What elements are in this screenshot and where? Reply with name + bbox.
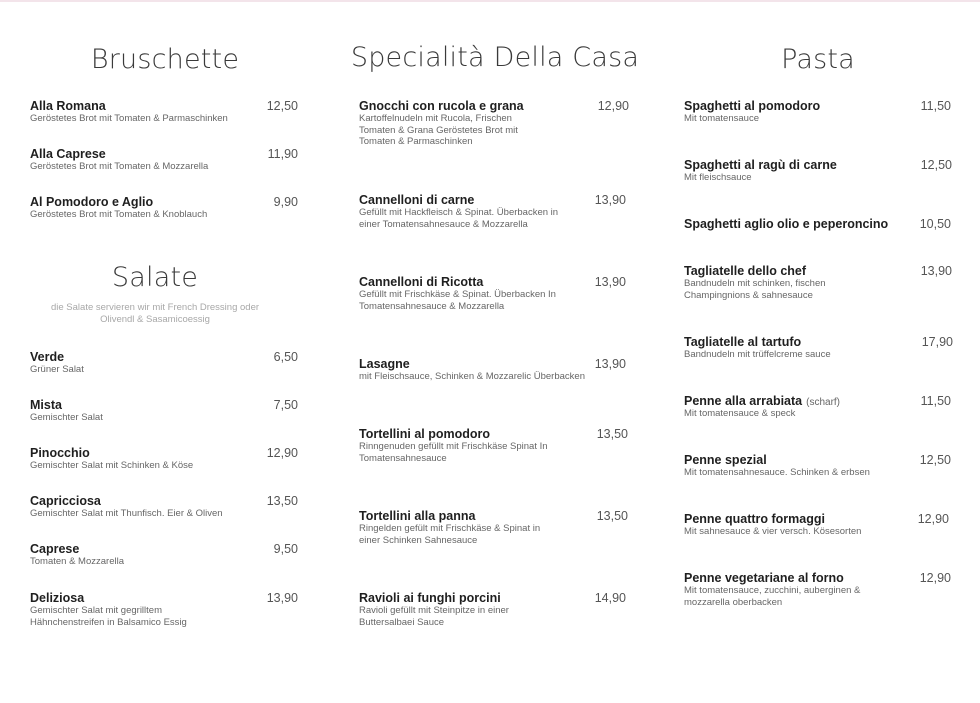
item-name: Alla Caprese [30, 147, 106, 161]
item-name: Tortellini alla panna [359, 509, 476, 523]
item-description: Ringelden gefült mit Frischkäse & Spinat in einer Schinken Sahnesauce [359, 523, 541, 546]
section-title-pasta: Pasta [781, 44, 855, 75]
item-name: Spaghetti aglio olio e peperoncino [684, 217, 889, 231]
item-name: Spaghetti al pomodoro [684, 99, 821, 113]
item-price: 12,50 [919, 453, 951, 467]
item-name: Penne spezial [684, 453, 767, 467]
item-price: 7,50 [273, 398, 298, 412]
item-price: 12,90 [266, 446, 298, 460]
item-description: Mit tomatensauce & speck [684, 408, 796, 419]
item-description: Geröstetes Brot mit Tomaten & Mozzarella [30, 161, 209, 172]
item-name: Pinocchio [30, 446, 90, 460]
item-price: 13,90 [594, 275, 626, 289]
item-price: 13,50 [266, 494, 298, 508]
item-price: 12,90 [597, 99, 629, 113]
item-name: Penne quattro formaggi [684, 512, 825, 526]
item-name: Spaghetti al ragù di carne [684, 158, 837, 172]
item-description: Bandnudeln mit schinken, fischen Champingnions & sahnesauce [684, 278, 826, 301]
item-name: Tagliatelle dello chef [684, 264, 807, 278]
item-price: 13,90 [920, 264, 952, 278]
item-description: Gemischter Salat mit Thunfisch. Eier & Oliven [30, 508, 223, 519]
item-price: 13,90 [266, 591, 298, 605]
item-description: Bandnudeln mit trüffelcreme sauce [684, 349, 831, 360]
item-description: Kartoffelnudeln mit Rucola, Frischen Tomaten & Grana Geröstetes Brot mit Tomaten & Parmaschinken [359, 113, 518, 147]
item-name: Caprese [30, 542, 80, 556]
item-description: Mit tomatensahnesauce. Schinken & erbsen [684, 467, 870, 478]
item-price: 11,50 [920, 99, 951, 113]
item-description: mit Fleischsauce, Schinken & Mozzarelic Überbacken [359, 371, 585, 382]
item-name: Mista [30, 398, 62, 412]
item-description: Mit tomatensauce [684, 113, 759, 124]
item-price: 14,90 [594, 591, 626, 605]
item-description: Tomaten & Mozzarella [30, 556, 124, 567]
item-description: Gefüllt mit Frischkäse & Spinat. Überbacken In Tomatensahnesauce & Mozzarella [359, 289, 556, 312]
item-price: 12,50 [920, 158, 952, 172]
item-price: 13,50 [596, 509, 628, 523]
item-price: 6,50 [273, 350, 298, 364]
item-price: 12,90 [919, 571, 951, 585]
section-title-specialita: Specialità Della Casa [350, 42, 640, 73]
item-price: 10,50 [919, 217, 951, 231]
item-description: Rinngenuden gefüllt mit Frischkäse Spinat In Tomatensahnesauce [359, 441, 548, 464]
item-note: (scharf) [806, 397, 841, 408]
item-name: Al Pomodoro e Aglio [30, 195, 154, 209]
item-description: Gemischter Salat [30, 412, 103, 423]
item-name: Alla Romana [30, 99, 106, 113]
salate-subtitle: die Salate servieren wir mit French Dressing oder Olivendl & Sasamicoessig [50, 302, 260, 325]
item-description: Mit tomatensauce, zucchini, auberginen & mozzarella oberbacken [684, 585, 861, 608]
item-name: Cannelloni di Ricotta [359, 275, 484, 289]
item-price: 13,50 [596, 427, 628, 441]
item-name: Penne alla arrabiata (scharf) [684, 394, 841, 408]
item-price: 13,90 [594, 193, 626, 207]
item-description: Gemischter Salat mit gegrilltem Hähnchenstreifen in Balsamico Essig [30, 605, 187, 628]
item-description: Mit fleischsauce [684, 172, 752, 183]
item-price: 17,90 [921, 335, 953, 349]
item-price: 9,90 [273, 195, 298, 209]
item-description: Gemischter Salat mit Schinken & Köse [30, 460, 194, 471]
item-price: 12,50 [266, 99, 298, 113]
item-description: Geröstetes Brot mit Tomaten & Knoblauch [30, 209, 208, 220]
item-name: Tagliatelle al tartufo [684, 335, 802, 349]
item-name: Deliziosa [30, 591, 85, 605]
item-name: Ravioli ai funghi porcini [359, 591, 501, 605]
top-border [0, 0, 980, 2]
item-name: Capricciosa [30, 494, 101, 508]
item-name: Gnocchi con rucola e grana [359, 99, 524, 113]
item-description: Grüner Salat [30, 364, 84, 375]
item-description: Geröstetes Brot mit Tomaten & Parmaschinken [30, 113, 228, 124]
section-title-bruschette: Bruschette [90, 44, 240, 75]
item-price: 12,90 [917, 512, 949, 526]
item-description: Gefüllt mit Hackfleisch & Spinat. Überbacken in einer Tomatensahnesauce & Mozzarella [359, 207, 559, 230]
item-description: Mit sahnesauce & vier versch. Kösesorten [684, 526, 862, 537]
item-price: 13,90 [594, 357, 626, 371]
item-price: 9,50 [273, 542, 298, 556]
item-price: 11,90 [267, 147, 298, 161]
item-name: Lasagne [359, 357, 410, 371]
item-name: Penne vegetariane al forno [684, 571, 844, 585]
section-title-salate: Salate [111, 262, 199, 293]
item-price: 11,50 [920, 394, 951, 408]
item-name: Cannelloni di carne [359, 193, 475, 207]
item-name: Tortellini al pomodoro [359, 427, 491, 441]
item-name: Verde [30, 350, 65, 364]
item-description: Ravioli gefüllt mit Steinpitze in einer Buttersalbaei Sauce [359, 605, 509, 628]
